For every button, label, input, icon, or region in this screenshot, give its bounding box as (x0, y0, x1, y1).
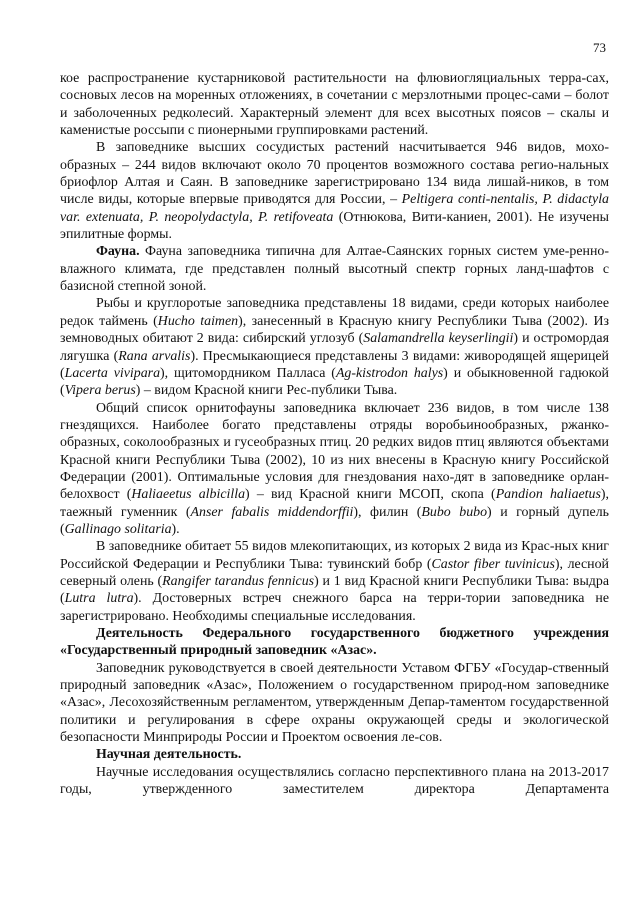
text-run: Научные исследования осуществлялись согласно перспективного плана на 2013-2017 годы, утвержденного заместителем директора Департамента (60, 764, 609, 798)
text-run: Деятельность Федерального государственного бюджетного учреждения «Государственный природный заповедник «Азас». (60, 626, 609, 659)
text-run: ) и остромордая лягушка ( (60, 331, 609, 364)
paragraph-p10 (60, 764, 609, 799)
latin-name: Vipera berus (64, 383, 136, 399)
text-run: Общий список орнитофауны заповедника включает 236 видов, в том числе 138 гнездящихся. Наиболее богато представлены отряды воробьинообразных, ржанко-образных, соколообразных и гусеобразных птиц. 20 редких видов птиц являются объектами Красной книги Республики Тыва (2002), 10 из них внесены в Красную книгу Российской Федерации (2001). Оптимальные условия для гнездования нахо-дят в заповеднике орлан-белохвост ( (60, 400, 609, 503)
section-lead: Фауна. (96, 244, 140, 260)
paragraph-p4 (60, 295, 609, 399)
text-run: Заповедник руководствуется в своей деятельности Уставом ФГБУ «Государ-ственный природный заповедник «Азас», Положением о государственном природ-ном заповеднике «Азас», Лесохозяйственным регламентом, утвержденным Депар-таментом государственной политики и регулирования в сфере охраны окружающей среды и экологической безопасности Минприроды России и Проектом освоения ле-сов. (60, 660, 609, 746)
text-run: ), филин ( (353, 504, 422, 520)
body-text (60, 70, 609, 798)
paragraph-p7 (60, 625, 609, 660)
paragraph-p9 (60, 746, 609, 763)
text-run: Научная деятельность. (96, 747, 242, 763)
latin-name: Pandion haliaetus (495, 487, 601, 503)
text-run: ), занесенный в Красную книгу Республики Тыва (2002). Из земноводных обитают 2 вида: сибирский углозуб ( (60, 313, 609, 347)
text-run: В заповеднике обитает 55 видов млекопитающих, из которых 2 вида из Крас-ных книг Российской Федерации и Республики Тыва: тувинский бобр ( (60, 539, 609, 572)
paragraph-p2 (60, 139, 609, 243)
text-run: ), щитомордником Палласа ( (160, 365, 336, 381)
text-run: В заповеднике высших сосудистых растений насчитывается 946 видов, мохо-образных – 244 видов включают около 70 процентов возможного состава регио-нальных бриофлор Алтая и Саян. В заповеднике зарегистрировано 134 вида лишай-ников, в том числе виды, которые впервые приводятся для России, – (60, 140, 609, 208)
latin-name: Ag-kistrodon halys (335, 365, 444, 381)
text-run: (Отнюкова, Вити-каниен, 2001). Не изучены эпилитные формы. (60, 209, 609, 243)
text-run: Фауна заповедника типична для Алтае-Саянских горных систем уме-ренно-влажного климата, где представлен полный высотный спектр горных ланд-шафтов с базисной степной зоной. (60, 244, 609, 295)
text-run: ) и обыкновенной гадюкой ( (60, 365, 609, 399)
latin-name: Anser fabalis middendorffii (190, 504, 354, 520)
latin-name: Castor fiber tuvinicus (431, 556, 555, 572)
text-run: кое распространение кустарниковой растительности на флювиогляциальных терра-сах, сосновых лесов на моренных отложениях, в сочетании с мерзлотными процес-сами – болот и заболоченных редколесий. Характерный элемент для всех высотных поясов – скалы и каменистые россыпи с пионерными группировками растений. (60, 71, 609, 139)
latin-name: Bubo bubo (421, 504, 488, 520)
latin-name: Hucho taimen (157, 313, 239, 329)
paragraph-p3 (60, 243, 609, 295)
latin-name: Lacerta vivipara (64, 365, 161, 381)
paragraph-p6 (60, 538, 609, 625)
paragraph-p5 (60, 400, 609, 539)
latin-name: Rangifer tarandus fennicus (162, 573, 315, 589)
latin-name: Salamandrella keyserlingii (363, 331, 514, 347)
text-run: Рыбы и круглоротые заповедника представлены 18 видами, среди которых наиболее редок таймень ( (60, 296, 609, 329)
text-run: ). (171, 521, 180, 537)
latin-name: Peltigera conti-nentalis, P. didactyla var. extenuata, P. neopolydactyla, P. retifoveata (60, 192, 609, 225)
latin-name: Rana arvalis (118, 348, 191, 364)
text-run: ), таежный гуменник ( (60, 487, 609, 520)
text-run: ) и 1 вид Красной книги Республики Тыва: выдра ( (60, 573, 609, 607)
text-run: ) и горный дупель ( (60, 504, 609, 537)
text-run: ). Достоверных встреч снежного барса на терри-тории заповедника не зарегистрировано. Необходимы специальные исследования. (60, 591, 609, 624)
latin-name: Gallinago solitaria (64, 521, 172, 537)
paragraph-p8 (60, 660, 609, 747)
text-run: ), лесной северный олень ( (60, 556, 609, 589)
latin-name: Lutra lutra (64, 591, 134, 607)
latin-name: Haliaeetus albicilla (131, 487, 246, 503)
text-run: ). Пресмыкающиеся представлены 3 видами: живородящей ящерицей ( (60, 348, 609, 381)
page-number: 73 (593, 40, 606, 55)
paragraph-p1 (60, 70, 609, 139)
text-run: ) – вид Красной книги МСОП, скопа ( (245, 487, 496, 503)
text-run: ) – видом Красной книги Рес-публики Тыва. (135, 383, 398, 399)
